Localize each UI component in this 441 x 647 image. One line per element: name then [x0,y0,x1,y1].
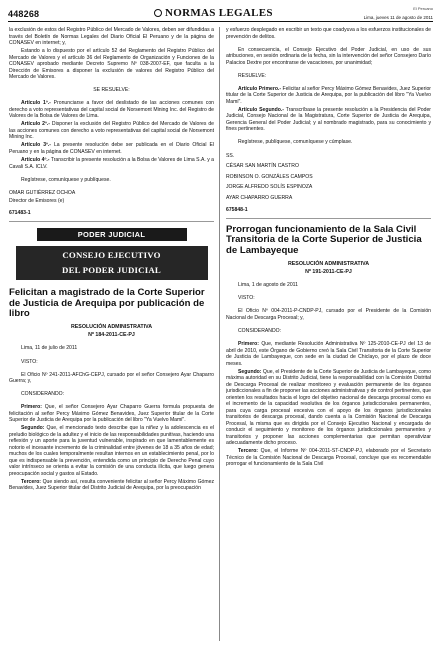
publication-title-text: NORMAS LEGALES [165,7,273,19]
considerando-3-right: Tercero: Que, el Informe Nº 004-2011-ST-CNDP-PJ, elaborado por el Secretario Técnico de la Comisión Nacional de Descarga Procesal, concluye que es recomendable prorrogar el funcionamiento de la Sala Civil [226,448,431,468]
resolution-title-right: RESOLUCIÓN ADMINISTRATIVA [287,260,370,267]
section-separator-right [226,218,431,219]
resolution-title: RESOLUCIÓN ADMINISTRATIVA [70,324,153,331]
resolution-number: Nº 184-2011-CE-PJ [88,332,135,339]
publication-code: 671483-1 [9,210,31,217]
considerando-1: Primero: Que, el señor Consejero Ayar Chaparro Guerra formula propuesta de felicitación al señor Percy Máximo Gómez Benavides, Juez Superior titular de la Corte Superior de Justicia de Arequipa por la publicación del libro "Ya Vuelvo Mami". [9,404,214,424]
page-header [8,6,433,26]
article-4: Artículo 4º.- Transcribir la presente resolución a la Bolsa de Valores de Lima S.A. y a Cavali S.A. ICLV. [9,157,214,170]
considerando-label-right: CONSIDERANDO: [238,327,282,334]
signer-4: AYAR CHAPARRO GUERRA [226,194,293,201]
section-banner-poder-judicial: PODER JUDICIAL [37,228,187,241]
signer-2: ROBINSON O. GONZÁLES CAMPOS [226,173,313,180]
column-divider [219,27,220,641]
article-1: Artículo 1º.- Pronunciarse a favor del deslistado de las acciones comunes con derecho a voto representativas del capital social de Norsemont Mining Inc. del Registro de Valores de la Bolsa de Valores de Lima. [9,100,214,120]
considerando-label: CONSIDERANDO: [21,391,65,398]
resolves-heading-right: RESUELVE: [238,72,267,79]
signer-3: JORGE ALFREDO SOLÍS ESPINOZA [226,184,313,191]
considerando-3: Tercero: Que siendo así, resulta conveniente felicitar al señor Percy Máximo Gómez Benavides, Juez Superior titular del Distrito Judicial de Arequipa, por la preocupación [9,478,214,492]
considerando-2: Segundo: Que, el mencionado texto describe que la niñez y la adolescencia es el preludio biológico de la adultez y el inicio de las responsabilidades punitivas, haciendo una reflexión y un aporte para la juventud vulnerable, inspirado en que lamentablemente es notorio el incesante incremento de la criminalidad entre jóvenes de 18 a 35 años de edad; muchos de los cuales temporalmente resultan internos en un establecimiento penal, por lo que es indispensable la prevención, entendida como un principio de Derecho Penal cuyo valor intrínseco se orienta a evitar la comisión de una conducta ilícita, que luego genera preocupación social y gastos al Estado. [9,425,214,477]
publication-date: Lima, jueves 11 de agosto de 2011 [363,15,433,20]
visto-text-right: El Oficio Nº 004-2011-P-CNDP-PJ, cursado por el Presidente de la Comisión Nacional de Descarga Procesal; y, [226,308,431,321]
organization-banner-line-2: DEL PODER JUDICIAL [62,264,161,275]
article-2: Artículo 2º.- Disponer la exclusión del Registro Público del Mercado de Valores de las acciones comunes con derecho a voto representativas del capital social de Norsemont Mining Inc. [9,121,214,141]
closing-formula: Regístrese, comuníquese y publíquese. [21,176,111,183]
organization-banner-line-1: CONSEJO EJECUTIVO [62,249,161,260]
article-title: Felicitan a magistrado de la Corte Superior de Justicia de Arequipa por publicación de libro [9,286,205,320]
place-date: Lima, 11 de julio de 2011 [21,345,78,352]
place-date-right: Lima, 1 de agosto de 2011 [238,282,298,289]
continued-paragraph-right: y esfuerzo desplegado en escribir un texto que coadyuva a los esfuerzos institucionales de prevención de delitos. [226,27,431,40]
publication-title [154,7,273,19]
article-second: Artículo Segundo.- Transcríbase la presente resolución a la Presidencia del Poder Judicial, Consejo Nacional de la Magistratura, Corte Superior de Justicia de Arequipa, Gerencia General del Poder Judicial; y al nombrado magistrado, para su conocimiento y fines pertinentes. [226,106,431,133]
left-column [9,27,214,642]
article-3: Artículo 3º.- La presente resolución debe ser publicada en el Diario Oficial El Peruano y en la página de CONASEV en internet. [9,142,214,155]
estando-paragraph: Estando a lo dispuesto por el artículo 52 del Reglamento del Registro Público del Mercado de Valores y el artículo 36 del Reglamento de Organización y Funciones de la CONASEV aprobado mediante Decreto Supremo Nº 038-2007-EF, que faculta a la Dirección de Emisores a disponer la exclusión de valores del Registro Público del Mercado de Valores. [9,48,214,81]
signer-name: OMAR GUTIÉRREZ OCHOA [9,189,76,196]
publication-reference: El Peruano [413,6,433,11]
visto-label: VISTO: [21,358,38,365]
signer-role: Director de Emisores (e) [9,197,65,204]
signer-1: CÉSAR SAN MARTÍN CASTRO [226,163,299,170]
section-separator [9,221,214,222]
closing-formula-right: Regístrese, publíquese, comuníquese y cúmplase. [238,139,353,146]
resolution-number-right: Nº 191-2011-CE-PJ [305,269,352,276]
considerando-1-right: Primero: Que, mediante Resolución Administrativa Nº 125-2010-CE-PJ del 13 de abril de 2010, este Órgano de Gobierno creó la Sala Civil Transitoria de la Corte Superior de Justicia de Lambayeque, con sede en la ciudad de Chiclayo, por el plazo de doce meses. [226,341,431,367]
considerando-2-right: Segundo: Que, el Presidente de la Corte Superior de Justicia de Lambayeque, como máxima autoridad en su Distrito Judicial, tiene la responsabilidad con la Comisión Distrital de Descarga Procesal de realizar monitoreo y evaluación permanente de los órganos jurisdiccionales a fin de proponer las acciones administrativas y de control pertinentes, que orienten los resultados hacia el logro del objetivo nacional de descarga procesal como es el incremento de la capacidad resolutiva de los órganos jurisdiccionales permanentes, para cuya carga procesal excesiva con el apoyo de los órganos jurisdiccionales transitorios de descarga procesal, dando cuenta a la Comisión Nacional de Descarga Procesal, la misma que es dirigida por el Consejo Ejecutivo Nacional y encargada de conducir el seguimiento y monitoreo de los órganos jurisdiccionales permanentes y transitorios y proponer las acciones complementarias que permitan operativizar adecuadamente dicho proceso. [226,368,431,447]
right-column [226,27,431,642]
publication-code-right: 675848-1 [226,207,248,214]
visto-label-right: VISTO: [238,295,255,302]
ss-label: SS. [226,152,235,159]
organization-banner [16,246,208,280]
page-number: 448268 [8,9,40,19]
continued-paragraph: la exclusión de estos del Registro Público del Mercado de Valores, deben ser difundidas a través del Boletín de Normas Legales del Diario Oficial El Peruano y de la página de CONASEV en internet; y, [9,27,214,46]
resolves-heading: SE RESUELVE: [93,87,130,94]
visto-text: El Oficio Nº 241-2011-AFChG-CEPJ, cursado por el señor Consejero Ayar Chaparro Guerra; y, [9,371,214,385]
article-first: Artículo Primero.- Felicitar al señor Percy Máximo Gómez Benavides, Juez Superior titular de la Corte Superior de Justicia de Arequipa, por la publicación del libro "Ya Vuelvo Mami". [226,85,431,105]
consequence-paragraph: En consecuencia, el Consejo Ejecutivo del Poder Judicial, en uso de sus atribuciones, en sesión ordinaria de la fecha, sin la intervención del señor Consejero Darío Palacios Dextre por encontrarse de vacaciones, por unanimidad; [226,46,431,66]
article-title-right: Prorrogan funcionamiento de la Sala Civil Transitoria de la Corte Superior de Justicia de Lambayeque [226,223,422,257]
el-peruano-logo-icon [154,9,162,17]
header-rule [8,21,433,22]
